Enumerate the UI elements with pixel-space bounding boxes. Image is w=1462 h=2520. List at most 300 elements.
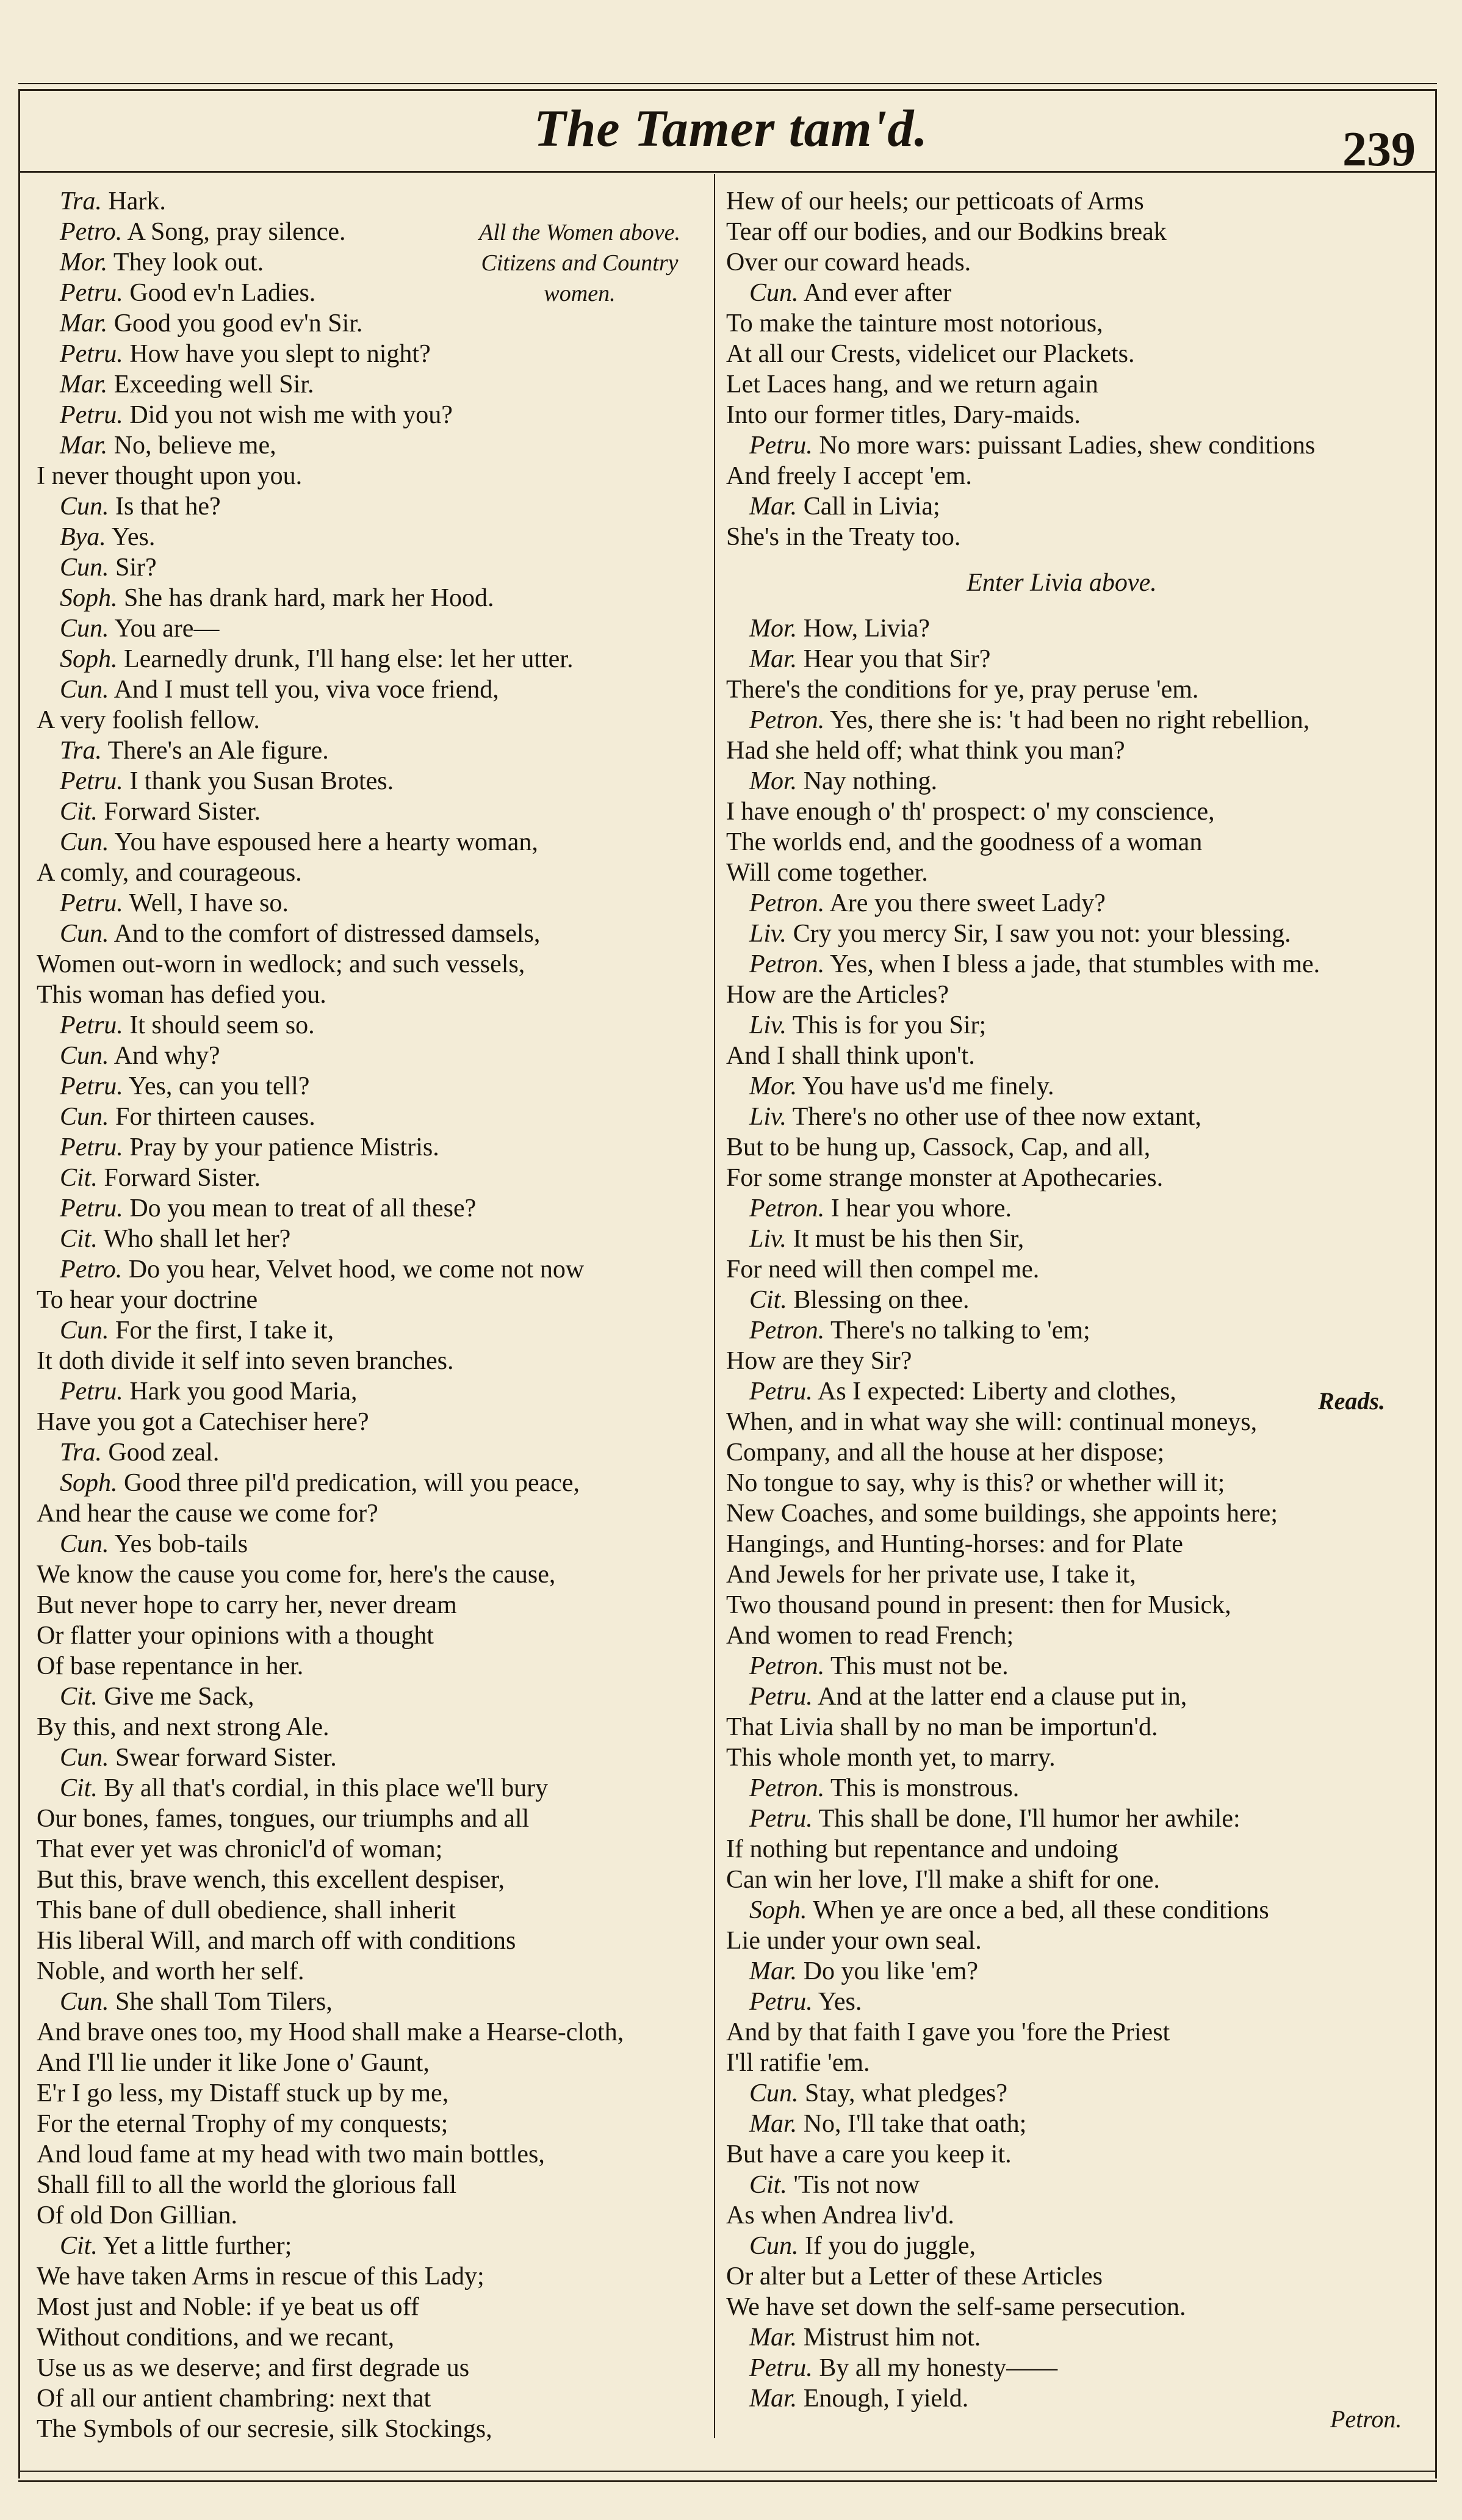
line-text: Stay, what pledges? [798, 2079, 1008, 2107]
verse-line [37, 1498, 708, 1529]
verse-line [37, 1163, 708, 1193]
verse-line [726, 674, 1422, 705]
line-text: For the first, I take it, [109, 1316, 334, 1345]
verse-line [726, 827, 1422, 857]
line-text: A very foolish fellow. [37, 706, 260, 734]
verse-line [37, 1010, 708, 1041]
verse-line [726, 2109, 1422, 2139]
line-text: And loud fame at my head with two main bottles, [37, 2140, 545, 2168]
verse-line [726, 1773, 1422, 1803]
line-text: There's no other use of thee now extant, [787, 1103, 1201, 1131]
verse-line [37, 1254, 708, 1285]
speaker-prefix: Petru. [60, 1194, 123, 1222]
line-text: No more wars: puissant Ladies, shew conditions [812, 431, 1316, 460]
line-text: You have us'd me finely. [797, 1072, 1054, 1100]
reads-stage-note: Reads. [1318, 1387, 1385, 1415]
line-text: For thirteen causes. [109, 1103, 315, 1131]
verse-line [726, 796, 1422, 827]
line-text: But never hope to carry her, never dream [37, 1591, 457, 1619]
line-text: Give me Sack, [97, 1683, 254, 1711]
verse-line [726, 949, 1422, 980]
verse-line [726, 1865, 1422, 1895]
line-text: How have you slept to night? [123, 340, 431, 368]
speaker-prefix: Cit. [749, 1286, 787, 1314]
verse-line [37, 1315, 708, 1346]
speaker-prefix: Mar. [749, 645, 798, 673]
line-text: Did you not wish me with you? [123, 401, 453, 429]
verse-line [726, 339, 1422, 369]
verse-line [37, 1712, 708, 1742]
line-text: If you do juggle, [798, 2232, 976, 2260]
verse-line [37, 1193, 708, 1224]
speaker-prefix: Cun. [60, 676, 109, 704]
verse-line [37, 2292, 708, 2322]
verse-line [37, 1285, 708, 1315]
line-text: Into our former titles, Dary-maids. [726, 401, 1081, 429]
speaker-prefix: Petru. [749, 1377, 813, 1406]
stage-direction: Enter Livia above. [967, 569, 1157, 597]
line-text: And I must tell you, viva voce friend, [109, 676, 499, 704]
line-text: No, I'll take that oath; [797, 2110, 1027, 2138]
verse-line [37, 1407, 708, 1437]
speaker-prefix: Petru. [60, 401, 123, 429]
line-text: Do you like 'em? [797, 1957, 979, 1985]
verse-line [726, 1651, 1422, 1681]
verse-line [37, 2231, 708, 2261]
speaker-prefix: Cun. [60, 493, 109, 521]
verse-line [37, 491, 708, 522]
verse-line [37, 1681, 708, 1712]
line-text: You have espoused here a hearty woman, [109, 828, 538, 856]
verse-line [37, 1468, 708, 1498]
verse-line [37, 735, 708, 766]
verse-line [726, 2048, 1422, 2078]
speaker-prefix: Mor. [60, 248, 108, 276]
speaker-prefix: Cit. [60, 1225, 98, 1253]
verse-line [726, 1407, 1422, 1437]
speaker-prefix: Cun. [60, 554, 109, 582]
verse-line [37, 2322, 708, 2353]
verse-line [726, 1498, 1422, 1529]
verse-line [37, 2078, 708, 2109]
verse-line [726, 1041, 1422, 1071]
verse-line [726, 186, 1422, 217]
line-text: And freely I accept 'em. [726, 462, 972, 490]
bottom-rule [18, 2471, 1437, 2472]
verse-line [37, 1651, 708, 1681]
verse-line [726, 2292, 1422, 2322]
verse-line [37, 2261, 708, 2292]
line-text: Two thousand pound in present: then for Musick, [726, 1591, 1231, 1619]
verse-line [726, 1803, 1422, 1834]
verse-line [37, 949, 708, 980]
line-text: Are you there sweet Lady? [824, 889, 1106, 917]
verse-line [37, 552, 708, 583]
verse-line [37, 1376, 708, 1407]
line-text: And ever after [798, 279, 952, 307]
line-text: Well, I have so. [123, 889, 289, 917]
verse-line [726, 369, 1422, 400]
line-text: Good three pil'd predication, will you peace, [117, 1469, 580, 1497]
speaker-prefix: Petru. [60, 767, 123, 795]
line-text: How are the Articles? [726, 981, 949, 1009]
line-text: Without conditions, and we recant, [37, 2323, 395, 2352]
speaker-prefix: Petru. [749, 2354, 813, 2382]
line-text: Good ev'n Ladies. [123, 279, 316, 307]
line-text: Blessing on thee. [787, 1286, 970, 1314]
line-text: Of old Don Gillian. [37, 2201, 237, 2229]
line-text: There's the conditions for ye, pray peruse 'em. [726, 676, 1199, 704]
line-text: Our bones, fames, tongues, our triumphs and all [37, 1805, 530, 1833]
verse-line [37, 1742, 708, 1773]
line-text: By all my honesty—— [812, 2354, 1058, 2382]
line-text: She shall Tom Tilers, [109, 1988, 333, 2016]
line-text: And by that faith I gave you 'fore the Priest [726, 2018, 1170, 2046]
speaker-prefix: Mar. [60, 370, 108, 399]
line-text: To hear your doctrine [37, 1286, 258, 1314]
speaker-prefix: Petru. [749, 1805, 813, 1833]
speaker-prefix: Mar. [749, 2385, 798, 2413]
verse-line [726, 522, 1422, 552]
line-text: As when Andrea liv'd. [726, 2201, 954, 2229]
speaker-prefix: Tra. [60, 737, 102, 765]
line-text: Had she held off; what think you man? [726, 737, 1125, 765]
speaker-prefix: Cun. [749, 2079, 799, 2107]
speaker-prefix: Petron. [749, 889, 825, 917]
side-note-line: All the Women above. [479, 220, 680, 245]
line-text: By all that's cordial, in this place we'll bury [97, 1774, 549, 1802]
line-text: Or flatter your opinions with a thought [37, 1622, 434, 1650]
speaker-prefix: Liv. [749, 1225, 787, 1253]
catchword: Petron. [1330, 2405, 1402, 2433]
line-text: The Symbols of our secresie, silk Stockings, [37, 2415, 492, 2443]
speaker-prefix: Cun. [60, 1744, 109, 1772]
verse-line [726, 1926, 1422, 1956]
verse-line [37, 2353, 708, 2383]
verse-line [726, 1132, 1422, 1163]
speaker-prefix: Mar. [749, 1957, 798, 1985]
speaker-prefix: Cun. [60, 920, 109, 948]
speaker-prefix: Petron. [749, 706, 825, 734]
verse-line [37, 2017, 708, 2048]
line-text: A Song, pray silence. [122, 218, 346, 246]
verse-line [726, 888, 1422, 919]
verse-line [37, 1102, 708, 1132]
line-text: Enough, I yield. [797, 2385, 969, 2413]
line-text: How, Livia? [797, 615, 930, 643]
speaker-prefix: Cun. [749, 279, 799, 307]
verse-line [726, 1529, 1422, 1559]
line-text: For need will then compel me. [726, 1255, 1040, 1283]
verse-line [726, 1742, 1422, 1773]
verse-line [726, 491, 1422, 522]
verse-line [37, 980, 708, 1010]
speaker-prefix: Cit. [749, 2171, 787, 2199]
line-text: That ever yet was chronicl'd of woman; [37, 1835, 443, 1863]
verse-line [37, 430, 708, 461]
speaker-prefix: Cun. [60, 1988, 109, 2016]
speaker-prefix: Soph. [60, 1469, 118, 1497]
verse-line [726, 1224, 1422, 1254]
line-text: For the eternal Trophy of my conquests; [37, 2110, 448, 2138]
line-text: Over our coward heads. [726, 248, 971, 276]
verse-line [37, 400, 708, 430]
line-text: It doth divide it self into seven branches. [37, 1347, 454, 1375]
speaker-prefix: Cun. [60, 1103, 109, 1131]
verse-line [726, 1437, 1422, 1468]
line-text: Hear you that Sir? [797, 645, 991, 673]
verse-line [37, 1926, 708, 1956]
line-text: For some strange monster at Apothecaries. [726, 1164, 1164, 1192]
line-text: No, believe me, [107, 431, 276, 460]
verse-line [37, 796, 708, 827]
verse-line [726, 1834, 1422, 1865]
verse-line [37, 1529, 708, 1559]
verse-line [37, 369, 708, 400]
line-text: And hear the cause we come for? [37, 1500, 378, 1528]
line-text: Yes. [812, 1988, 862, 2016]
verse-line [37, 1620, 708, 1651]
line-text: To make the tainture most notorious, [726, 309, 1103, 338]
line-text: This is for you Sir; [787, 1011, 987, 1039]
line-text: I hear you whore. [824, 1194, 1012, 1222]
verse-line [726, 2139, 1422, 2170]
line-text: And I'll lie under it like Jone o' Gaunt, [37, 2049, 430, 2077]
line-text: She has drank hard, mark her Hood. [117, 584, 494, 612]
frame-right-rule [1435, 89, 1437, 2478]
speaker-prefix: Tra. [60, 187, 102, 215]
line-text: The worlds end, and the goodness of a woman [726, 828, 1203, 856]
verse-line [726, 1468, 1422, 1498]
verse-line [37, 1559, 708, 1590]
speaker-prefix: Mar. [749, 2323, 798, 2352]
line-text: There's an Ale figure. [101, 737, 329, 765]
speaker-prefix: Petron. [749, 1774, 825, 1802]
verse-line [726, 1163, 1422, 1193]
line-text: And why? [109, 1042, 220, 1070]
line-text: At all our Crests, videlicet our Plackets. [726, 340, 1135, 368]
verse-line [726, 308, 1422, 339]
speaker-prefix: Petron. [749, 1652, 825, 1680]
verse-line [726, 919, 1422, 949]
line-text: I have enough o' th' prospect: o' my conscience, [726, 798, 1215, 826]
verse-line [726, 400, 1422, 430]
verse-line [37, 2139, 708, 2170]
line-text: And at the latter end a clause put in, [812, 1683, 1187, 1711]
line-text: This whole month yet, to marry. [726, 1744, 1056, 1772]
line-text: This woman has defied you. [37, 981, 326, 1009]
verse-line [726, 1346, 1422, 1376]
line-text: Cry you mercy Sir, I saw you not: your blessing. [787, 920, 1291, 948]
speaker-prefix: Mor. [749, 767, 798, 795]
line-text: Hew of our heels; our petticoats of Arms [726, 187, 1144, 215]
speaker-prefix: Petru. [749, 1988, 813, 2016]
line-text: Pray by your patience Mistris. [123, 1133, 439, 1161]
speaker-prefix: Liv. [749, 1011, 787, 1039]
line-text: Who shall let her? [97, 1225, 291, 1253]
verse-line [726, 247, 1422, 278]
verse-line [37, 308, 708, 339]
line-text: They look out. [107, 248, 264, 276]
marginal-stage-note [445, 217, 714, 309]
line-text: Good zeal. [101, 1439, 220, 1467]
line-text: Let Laces hang, and we return again [726, 370, 1098, 399]
verse-line [37, 1041, 708, 1071]
verse-line [726, 1102, 1422, 1132]
line-text: Yes, when I bless a jade, that stumbles with me. [824, 950, 1320, 978]
verse-line [37, 1346, 708, 1376]
verse-line [726, 1987, 1422, 2017]
line-text: But this, brave wench, this excellent despiser, [37, 1866, 505, 1894]
verse-line [37, 1895, 708, 1926]
line-text: This must not be. [824, 1652, 1009, 1680]
verse-line [37, 1834, 708, 1865]
verse-line [726, 1010, 1422, 1041]
line-text: She's in the Treaty too. [726, 523, 961, 551]
line-text: Forward Sister. [97, 1164, 261, 1192]
verse-line [37, 857, 708, 888]
line-text: Nay nothing. [797, 767, 937, 795]
speaker-prefix: Cit. [60, 798, 98, 826]
speaker-prefix: Petru. [60, 279, 123, 307]
right-column [726, 186, 1422, 2414]
line-text: No tongue to say, why is this? or whether will it; [726, 1469, 1225, 1497]
top-rule [18, 83, 1437, 84]
verse-line [37, 705, 708, 735]
verse-line [726, 1254, 1422, 1285]
verse-line [726, 2078, 1422, 2109]
line-text: That Livia shall by no man be importun'd. [726, 1713, 1158, 1741]
line-text: But have a care you keep it. [726, 2140, 1012, 2168]
verse-line [37, 1773, 708, 1803]
speaker-prefix: Liv. [749, 1103, 787, 1131]
verse-line [726, 2170, 1422, 2200]
verse-line [37, 1865, 708, 1895]
line-text: As I expected: Liberty and clothes, [812, 1377, 1176, 1406]
line-text: Yet a little further; [97, 2232, 292, 2260]
line-text: And women to read French; [726, 1622, 1014, 1650]
line-text: Call in Livia; [797, 493, 940, 521]
speaker-prefix: Petro. [60, 1255, 123, 1283]
verse-line [37, 1132, 708, 1163]
line-text: Can win her love, I'll make a shift for one. [726, 1866, 1160, 1894]
line-text: Sir? [109, 554, 157, 582]
verse-line [726, 2322, 1422, 2353]
speaker-prefix: Cit. [60, 1164, 98, 1192]
side-note-line: Citizens and Country [481, 250, 679, 276]
line-text: Of all our antient chambring: next that [37, 2385, 431, 2413]
speaker-prefix: Cun. [60, 1042, 109, 1070]
verse-line [726, 980, 1422, 1010]
verse-line [37, 613, 708, 644]
speaker-prefix: Mor. [749, 1072, 798, 1100]
verse-line [726, 2017, 1422, 2048]
verse-line [37, 1071, 708, 1102]
column-divider [714, 174, 715, 2438]
line-text: E'r I go less, my Distaff stuck up by me, [37, 2079, 449, 2107]
speaker-prefix: Petron. [749, 950, 825, 978]
verse-line [37, 1437, 708, 1468]
line-text: Mistrust him not. [797, 2323, 981, 2352]
verse-line [37, 522, 708, 552]
line-text: When, and in what way she will: continual moneys, [726, 1408, 1258, 1436]
speaker-prefix: Petron. [749, 1194, 825, 1222]
left-column [37, 186, 708, 2444]
speaker-prefix: Petru. [60, 1377, 123, 1406]
verse-line [37, 2109, 708, 2139]
verse-line [726, 1956, 1422, 1987]
verse-line [726, 1071, 1422, 1102]
line-text: We have set down the self-same persecution. [726, 2293, 1186, 2321]
line-text: Do you mean to treat of all these? [123, 1194, 477, 1222]
line-text: When ye are once a bed, all these conditions [807, 1896, 1269, 1924]
verse-line [37, 339, 708, 369]
line-text: Hark. [101, 187, 166, 215]
verse-line [726, 1712, 1422, 1742]
speaker-prefix: Cun. [60, 1316, 109, 1345]
speaker-prefix: Cun. [749, 2232, 799, 2260]
line-text: Do you hear, Velvet hood, we come not now [122, 1255, 585, 1283]
verse-line [726, 217, 1422, 247]
line-text: Most just and Noble: if ye beat us off [37, 2293, 419, 2321]
verse-line [726, 2383, 1422, 2414]
line-text: His liberal Will, and march off with conditions [37, 1927, 516, 1955]
speaker-prefix: Petru. [749, 1683, 813, 1711]
line-text: You are— [109, 615, 220, 643]
line-text: We know the cause you come for, here's the cause, [37, 1561, 556, 1589]
speaker-prefix: Tra. [60, 1439, 102, 1467]
verse-line [37, 583, 708, 613]
speaker-prefix: Mar. [60, 309, 108, 338]
speaker-prefix: Petru. [60, 1133, 123, 1161]
speaker-prefix: Petru. [60, 1011, 123, 1039]
verse-line [37, 827, 708, 857]
speaker-prefix: Petru. [60, 340, 123, 368]
line-text: It must be his then Sir, [787, 1225, 1024, 1253]
speaker-prefix: Soph. [60, 584, 118, 612]
line-text: New Coaches, and some buildings, she appoints here; [726, 1500, 1278, 1528]
verse-line [726, 1285, 1422, 1315]
line-text: Have you got a Catechiser here? [37, 1408, 369, 1436]
verse-line [37, 1590, 708, 1620]
line-text: Good you good ev'n Sir. [107, 309, 363, 338]
speaker-prefix: Soph. [749, 1896, 807, 1924]
line-text: Will come together. [726, 859, 928, 887]
line-text: Company, and all the house at her dispose; [726, 1439, 1165, 1467]
line-text: Exceeding well Sir. [107, 370, 314, 399]
line-text: Or alter but a Letter of these Articles [726, 2262, 1103, 2291]
line-text: But to be hung up, Cassock, Cap, and all, [726, 1133, 1151, 1161]
side-note-line: women. [544, 281, 616, 306]
line-text: Forward Sister. [97, 798, 261, 826]
verse-line [37, 461, 708, 491]
verse-line [726, 2200, 1422, 2231]
verse-line [37, 919, 708, 949]
verse-line [726, 1559, 1422, 1590]
verse-line [726, 1681, 1422, 1712]
speaker-prefix: Cit. [60, 1774, 98, 1802]
verse-line [37, 1956, 708, 1987]
verse-line [726, 1376, 1422, 1407]
verse-line [726, 2261, 1422, 2292]
verse-line [726, 461, 1422, 491]
line-text: Hangings, and Hunting-horses: and for Plate [726, 1530, 1183, 1558]
speaker-prefix: Cit. [60, 1683, 98, 1711]
verse-line [37, 1224, 708, 1254]
verse-line [37, 1803, 708, 1834]
verse-line [726, 1315, 1422, 1346]
verse-line [37, 674, 708, 705]
